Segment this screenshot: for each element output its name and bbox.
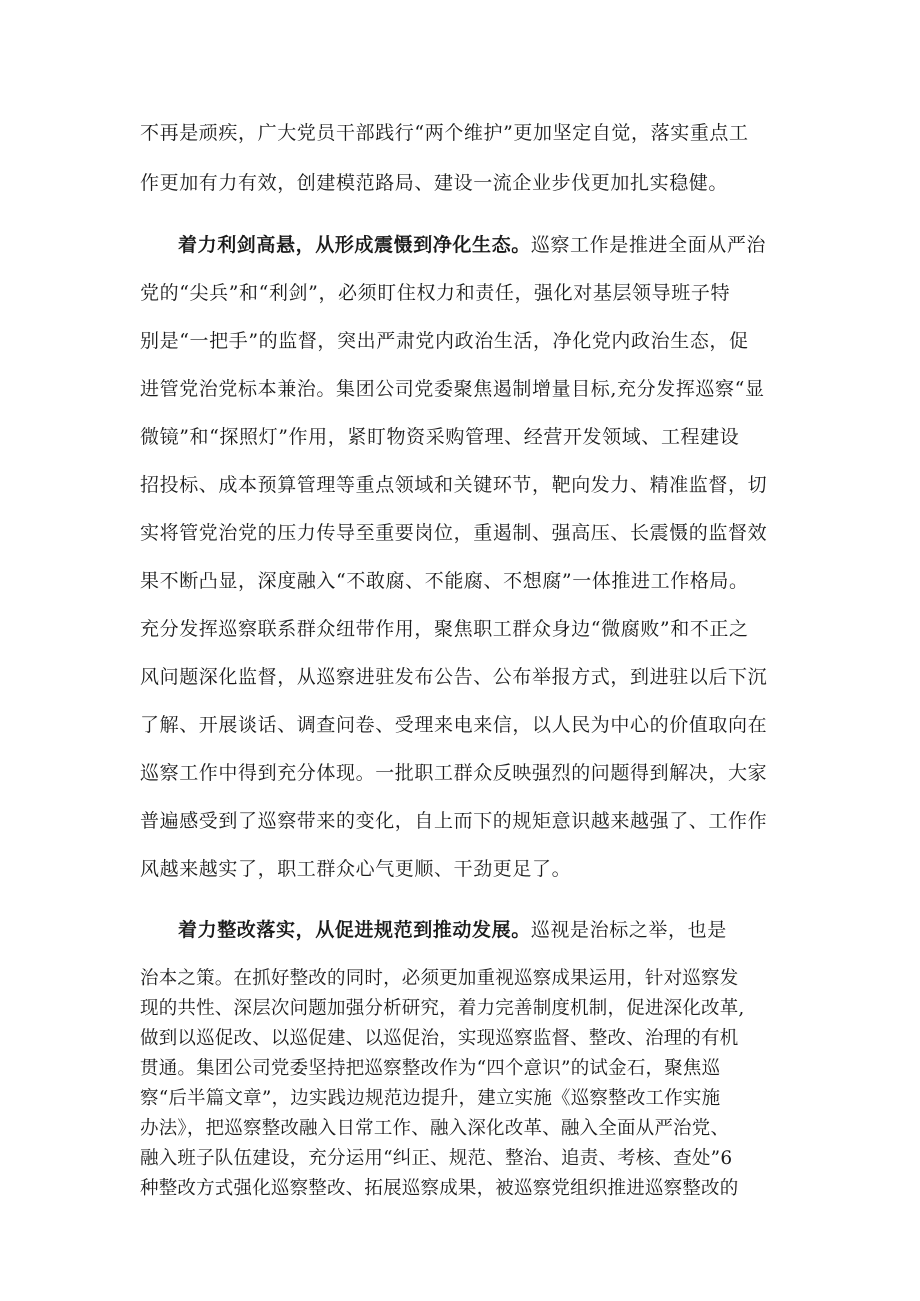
text-line: 不再是顽疾，广大党员干部践行“两个维护”更加坚定自觉，落实重点工 <box>140 122 749 144</box>
text-line: 察“后半篇文章”，边实践边规范边提升，建立实施《巡察整改工作实施 <box>140 1088 721 1109</box>
paragraph-heading: 着力利剑高悬，从形成震慑到净化生态。 <box>178 234 531 256</box>
text-line: 融入班子队伍建设，充分运用“纠正、规范、整治、追责、考核、查处”6 <box>140 1148 733 1169</box>
text-line: 充分发挥巡察联系群众纽带作用，聚焦职工群众身边“微腐败”和不正之 <box>140 618 749 640</box>
text-line: 做到以巡促改、以巡促建、以巡促治，实现巡察监督、整改、治理的有机 <box>140 1028 739 1049</box>
text-line: 种整改方式强化巡察整改、拓展巡察成果，被巡察党组织推进巡察整改的 <box>140 1178 739 1199</box>
text-line: 党的“尖兵”和“利剑”，必须盯住权力和责任，强化对基层领导班子特 <box>140 282 731 304</box>
text-span: 巡视是治标之举，也是 <box>530 919 727 941</box>
text-line: 办法》，把巡察整改融入日常工作、融入深化改革、融入全面从严治党、 <box>140 1118 730 1139</box>
text-line: 巡察工作中得到充分体现。一批职工群众反映强烈的问题得到解决，大家 <box>140 762 768 784</box>
text-line: 招投标、成本预算管理等重点领域和关键环节，靶向发力、精准监督，切 <box>140 474 768 496</box>
paragraph-heading: 着力整改落实，从促进规范到推动发展。 <box>178 919 531 941</box>
text-line: 普遍感受到了巡察带来的变化，自上而下的规矩意识越来越强了、工作作 <box>140 810 768 832</box>
text-line: 贯通。集团公司党委坚持把巡察整改作为“四个意识”的试金石，聚焦巡 <box>140 1058 721 1079</box>
text-line: 风越来越实了，职工群众心气更顺、干劲更足了。 <box>140 858 572 880</box>
text-line: 风问题深化监督，从巡察进驻发布公告、公布举报方式，到进驻以后下沉 <box>140 666 768 688</box>
text-line: 进管党治党标本兼治。集团公司党委聚焦遏制增量目标,充分发挥巡察“显 <box>140 378 765 400</box>
text-line: 现的共性、深层次问题加强分析研究，着力完善制度机制，促进深化改革, <box>140 998 745 1019</box>
text-line: 了解、开展谈话、调查问卷、受理来电来信，以人民为中心的价值取向在 <box>140 714 768 736</box>
paragraph-first-line <box>178 230 766 257</box>
text-line: 实将管党治党的压力传导至重要岗位，重遏制、强高压、长震慑的监督效 <box>140 522 768 544</box>
text-line: 治本之策。在抓好整改的同时，必须更加重视巡察成果运用，针对巡察发 <box>140 968 739 989</box>
text-line: 微镜”和“探照灯”作用，紧盯物资采购管理、经营开发领域、工程建设 <box>140 426 740 448</box>
paragraph-first-line <box>178 915 727 942</box>
text-line: 别是“一把手”的监督，突出严肃党内政治生活，净化党内政治生态，促 <box>140 330 749 352</box>
text-line: 作更加有力有效，创建模范路局、建设一流企业步伐更加扎实稳健。 <box>140 172 729 194</box>
text-line: 果不断凸显，深度融入“不敢腐、不能腐、不想腐”一体推进工作格局。 <box>140 570 749 592</box>
text-span: 巡察工作是推进全面从严治 <box>530 234 767 256</box>
